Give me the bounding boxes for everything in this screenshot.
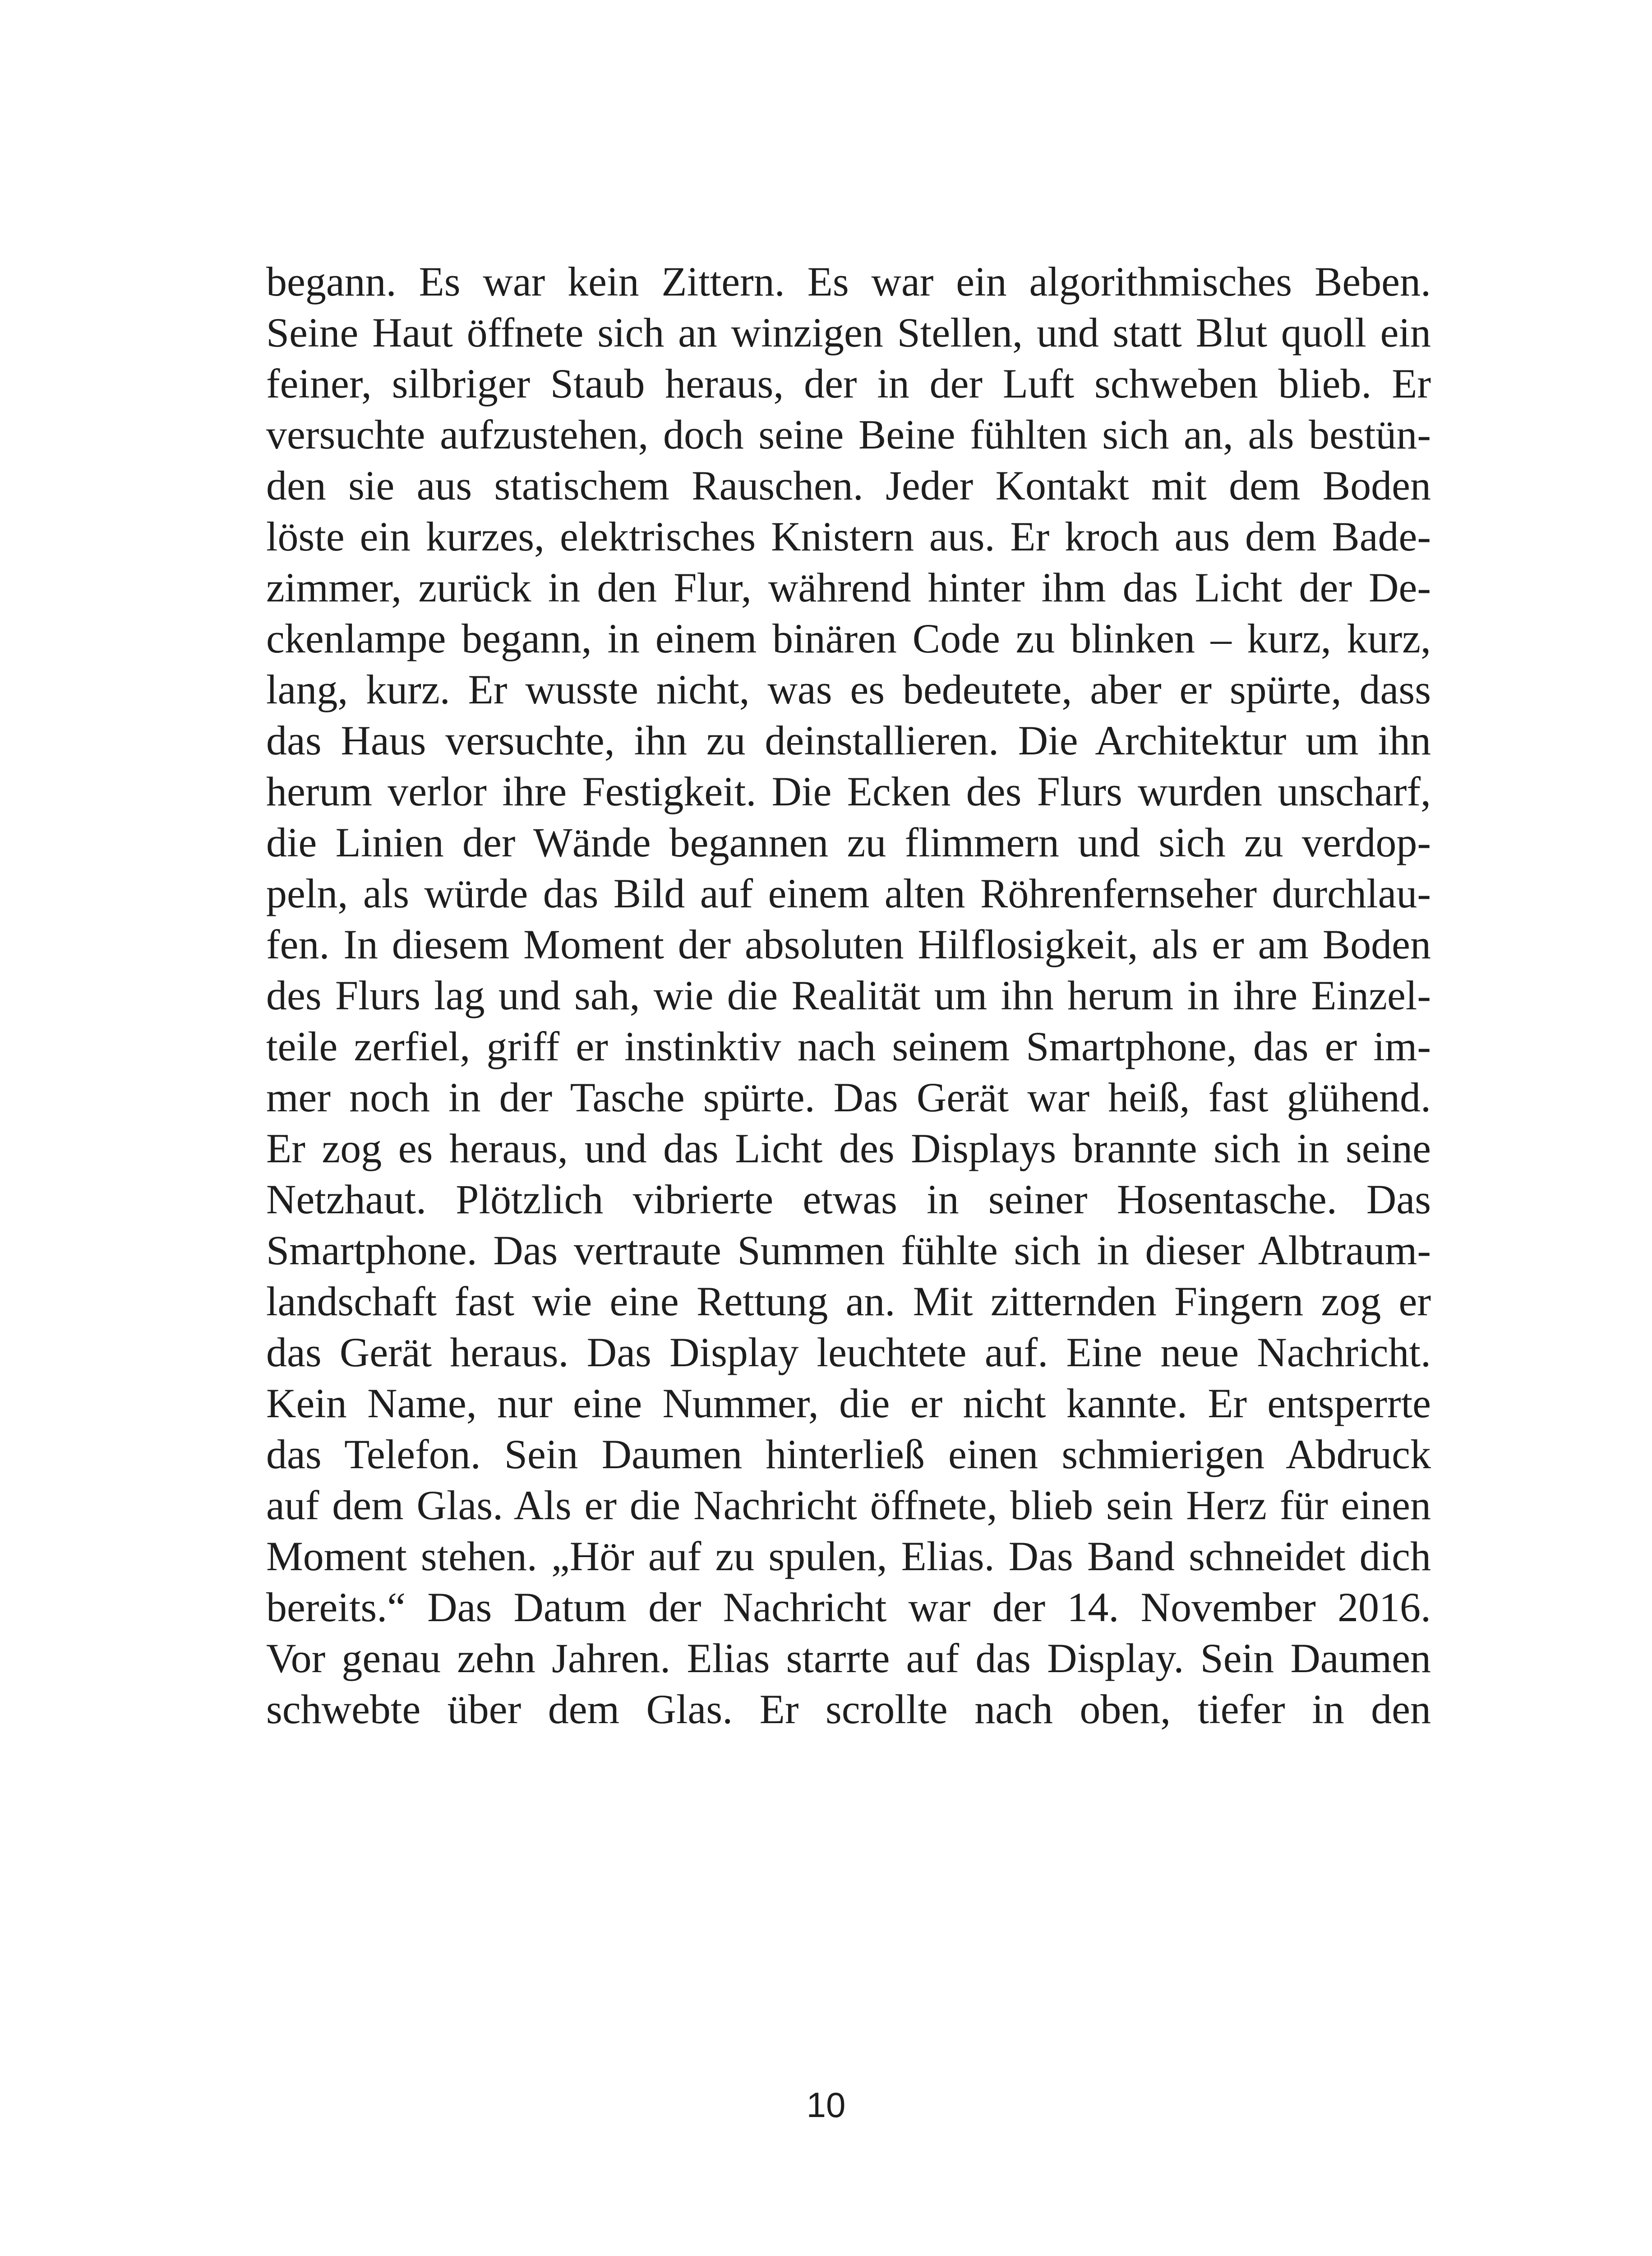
text-line: Vor genau zehn Jahren. Elias starrte auf das Display. Sein Daumen	[266, 1635, 1431, 1681]
text-line: feiner, silbriger Staub heraus, der in der Luft schweben blieb. Er	[266, 361, 1431, 407]
text-line: versuchte aufzustehen, doch seine Beine fühlten sich an, als bestün-	[266, 411, 1431, 458]
text-line: löste ein kurzes, elektrisches Knistern aus. Er kroch aus dem Bade-	[266, 513, 1431, 559]
text-line: Seine Haut öffnete sich an winzigen Stellen, und statt Blut quoll ein	[266, 310, 1431, 356]
text-line: auf dem Glas. Als er die Nachricht öffnete, blieb sein Herz für einen	[266, 1482, 1431, 1528]
text-line: teile zerfiel, griff er instinktiv nach seinem Smartphone, das er im-	[266, 1023, 1431, 1069]
text-line: das Haus versuchte, ihn zu deinstallieren. Die Architektur um ihn	[266, 717, 1431, 763]
text-line: Smartphone. Das vertraute Summen fühlte sich in dieser Albtraum-	[266, 1227, 1431, 1273]
text-line: herum verlor ihre Festigkeit. Die Ecken des Flurs wurden unscharf,	[266, 768, 1431, 814]
body-text	[266, 256, 1431, 1735]
text-line: ckenlampe begann, in einem binären Code zu blinken – kurz, kurz,	[266, 615, 1431, 661]
text-line: des Flurs lag und sah, wie die Realität um ihn herum in ihre Einzel-	[266, 972, 1431, 1018]
text-line: Kein Name, nur eine Nummer, die er nicht kannte. Er entsperrte	[266, 1380, 1431, 1426]
text-line: die Linien der Wände begannen zu flimmern und sich zu verdop-	[266, 819, 1431, 865]
text-line: fen. In diesem Moment der absoluten Hilflosigkeit, als er am Boden	[266, 921, 1431, 967]
page-number: 10	[806, 2085, 846, 2125]
text-line: das Telefon. Sein Daumen hinterließ einen schmierigen Abdruck	[266, 1431, 1431, 1477]
text-line: begann. Es war kein Zittern. Es war ein algorithmisches Beben.	[266, 259, 1431, 305]
text-line: landschaft fast wie eine Rettung an. Mit zitternden Fingern zog er	[266, 1278, 1431, 1324]
text-line: lang, kurz. Er wusste nicht, was es bedeutete, aber er spürte, dass	[266, 666, 1431, 712]
text-line: das Gerät heraus. Das Display leuchtete auf. Eine neue Nachricht.	[266, 1329, 1431, 1375]
text-line: bereits.“ Das Datum der Nachricht war der 14. November 2016.	[266, 1584, 1431, 1630]
text-line: peln, als würde das Bild auf einem alten Röhrenfernseher durchlau-	[266, 870, 1431, 916]
text-line: Er zog es heraus, und das Licht des Displays brannte sich in seine	[266, 1125, 1431, 1171]
text-line: Netzhaut. Plötzlich vibrierte etwas in seiner Hosentasche. Das	[266, 1176, 1431, 1222]
text-line: mer noch in der Tasche spürte. Das Gerät war heiß, fast glühend.	[266, 1074, 1431, 1120]
text-line: schwebte über dem Glas. Er scrollte nach oben, tiefer in den	[266, 1686, 1431, 1732]
text-line: den sie aus statischem Rauschen. Jeder Kontakt mit dem Boden	[266, 462, 1431, 509]
text-line: Moment stehen. „Hör auf zu spulen, Elias. Das Band schneidet dich	[266, 1533, 1431, 1579]
text-line: zimmer, zurück in den Flur, während hinter ihm das Licht der De-	[266, 564, 1431, 610]
